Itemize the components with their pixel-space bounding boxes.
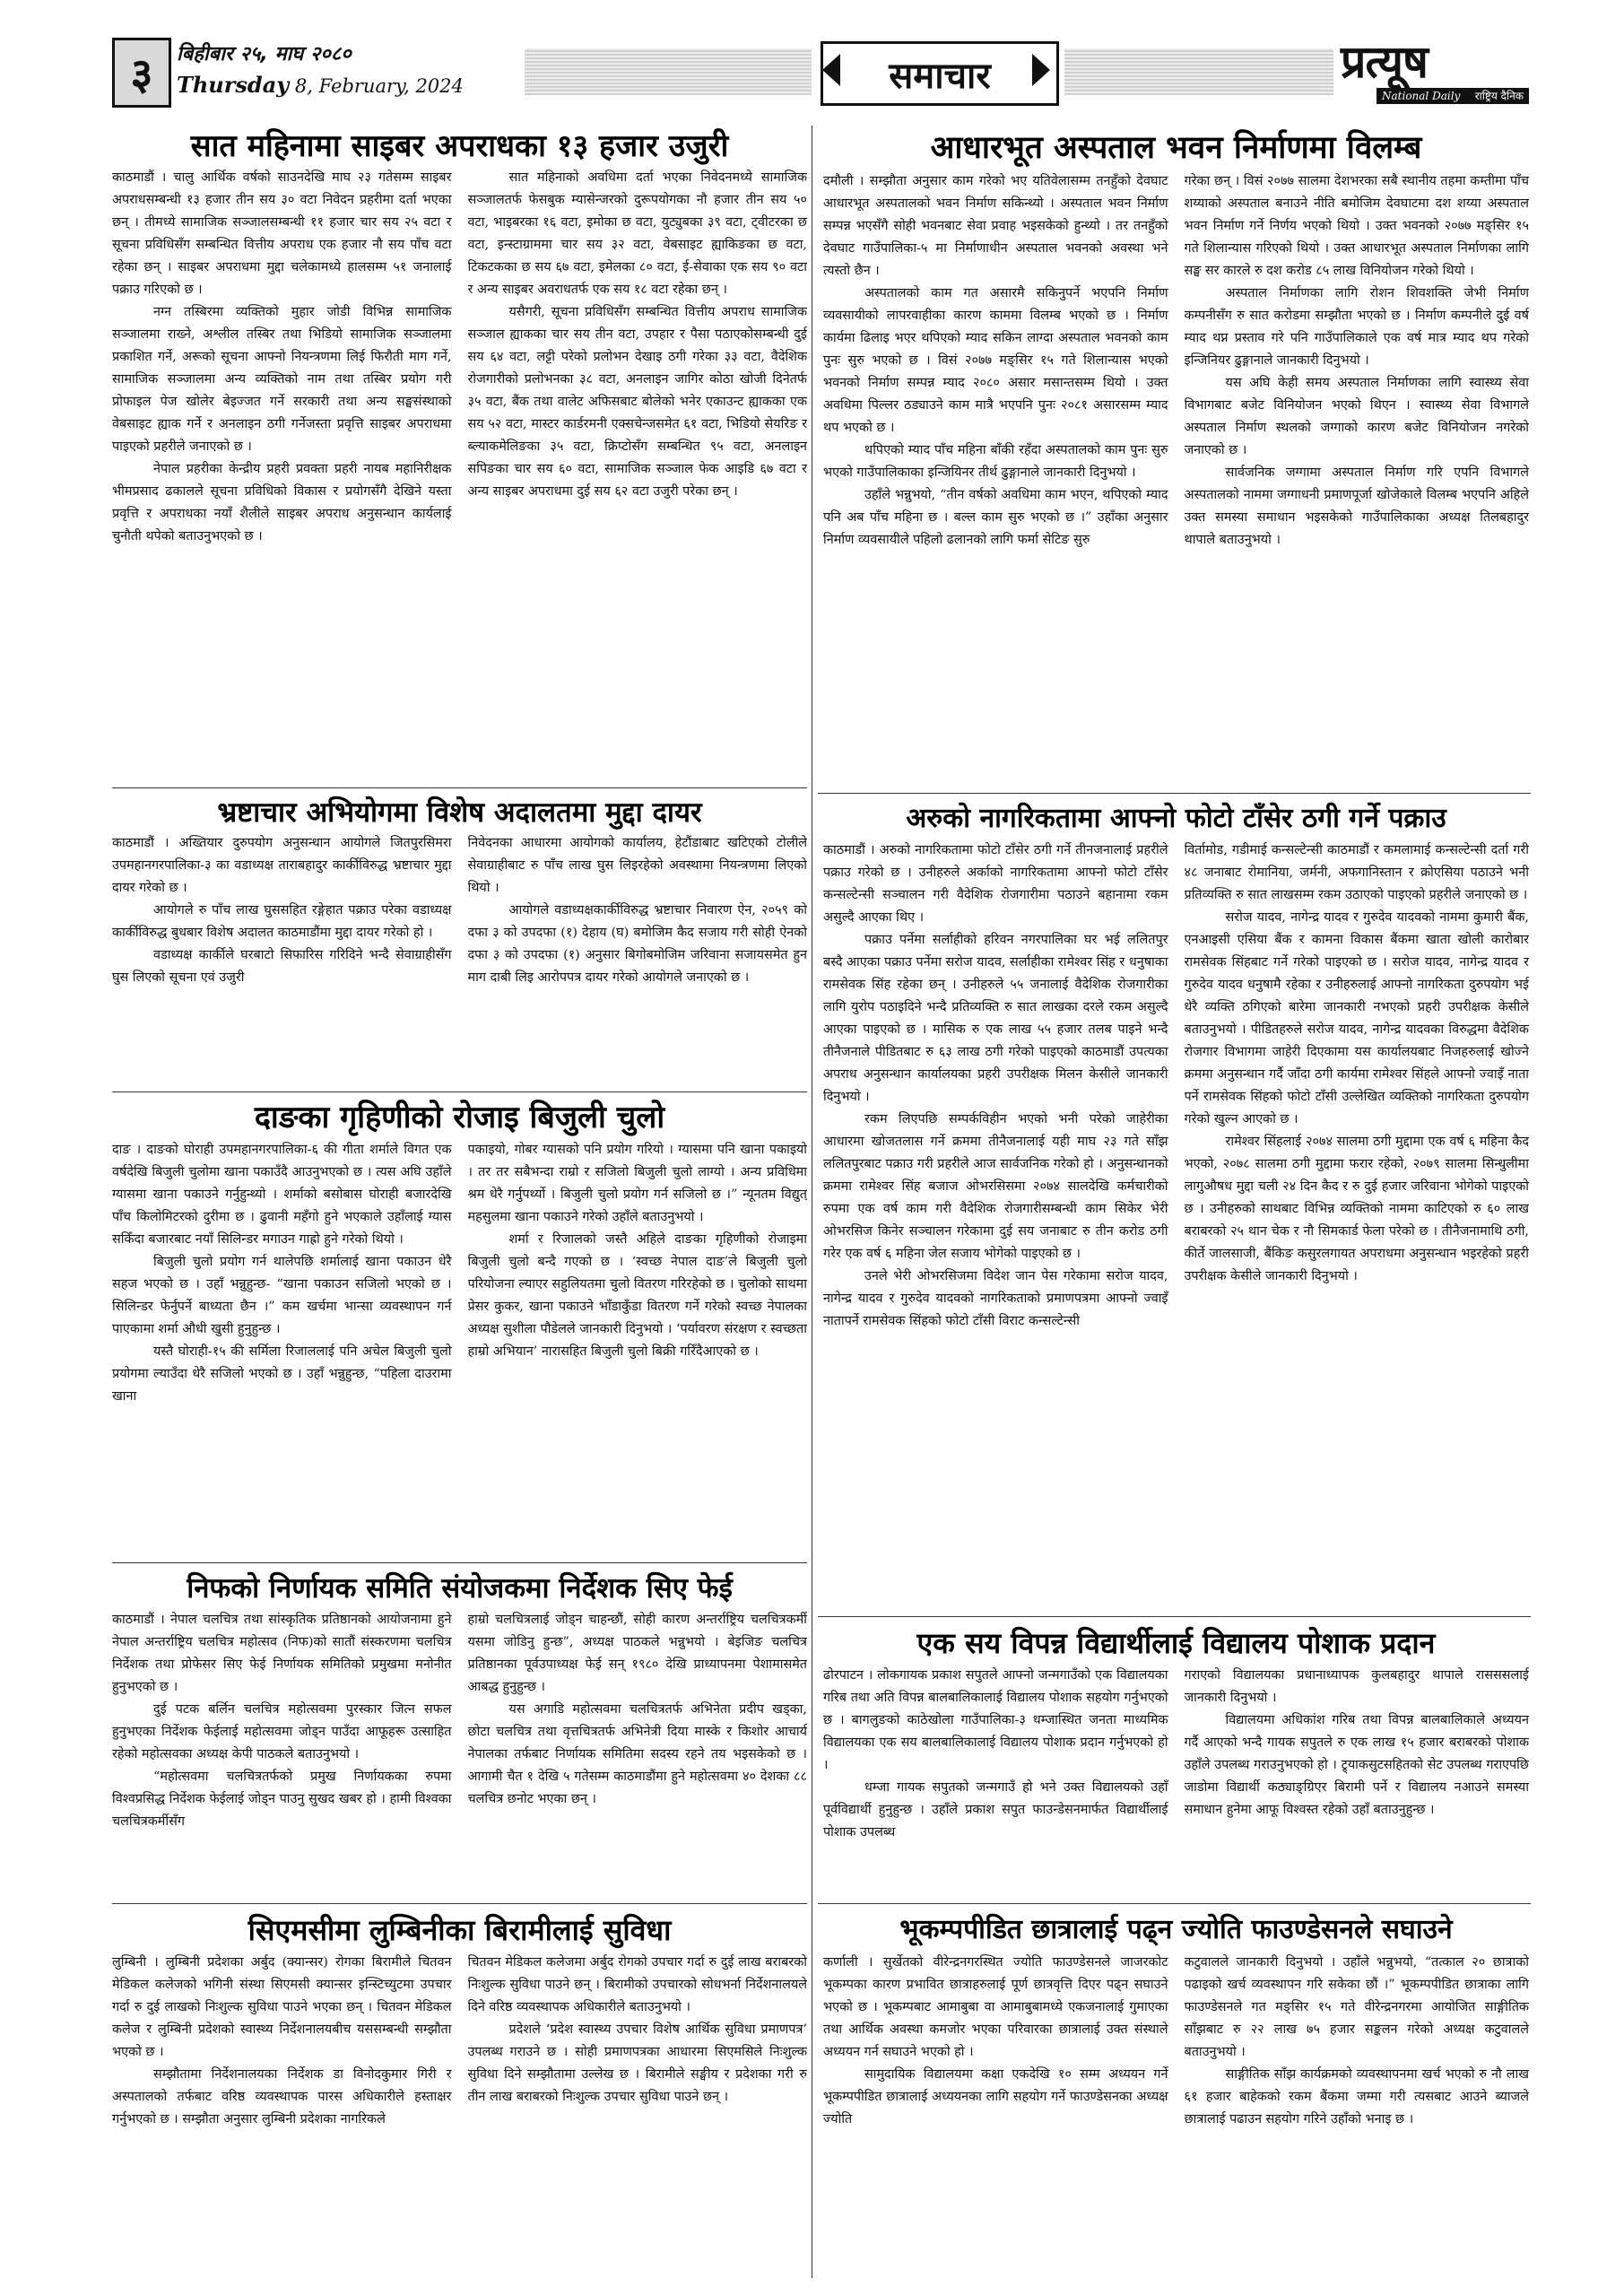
paragraph: यसैगरी, सूचना प्रविधिसँग सम्बन्धित वित्तीय अपराध सामाजिक सञ्जाल ह्याकका चार सय तीन वटा, उपहार र पैसा पठाएकोसम्बन्धी दुई सय ६४ वटा, लट्टी परेको प्रलोभन देखाइ ठगी गरेका ३३ वटा, वैदेशिक रोजगारीको प्रलोभनका ३८ वटा, अनलाइन जागिर कोठा खोजी दिनेतर्फ ३५ वटा, बैंक तथा वालेट अफिसबाट बोलेको भनेर एकाउन्ट ह्याकका एक सय ५२ वटा, मास्टर कार्डरमनी एक्सचेन्जसमेत ६१ वटा, भिडियो सेयरिङ र ब्ल्याकमेलिङका ३५ वटा, क्रिप्टोसँग सम्बन्धित ९५ वटा, अनलाइन सपिङका चार सय ६० वटा, सामाजिक सञ्जाल फेक आइडि ६७ वटा र अन्य साइबर अपराधमा दुई सय ६२ वटा उजुरी परेका छन् । <box>467 305 807 499</box>
article-column <box>112 832 452 1079</box>
headline: आधारभूत अस्पताल भवन निर्माणमा विलम्ब <box>930 130 1422 166</box>
paragraph: वडाध्यक्ष कार्कीले घरबाटो सिफारिस गरिदिने भन्दै सेवाग्राहीसँग घुस लिएको सूचना एवं उजुरी <box>112 948 452 985</box>
masthead-stripe-right <box>1064 48 1333 95</box>
article-column <box>823 170 1168 789</box>
paragraph: लुम्बिनी । लुम्बिनी प्रदेशका अर्बुद (क्यान्सर) रोगका बिरामीले चितवन मेडिकल कलेजको भगिनी संस्था सिएमसी क्यान्सर इन्स्टिच्युटमा उपचार गर्दा रु दुई लाखको निःशुल्क सुविधा पाउने भएका छन् । चितवन मेडिकल कलेज र लुम्बिनी प्रदेशको स्वास्थ्य निर्देशनालयबीच यससम्बन्धी सम्झौता भएको छ । <box>112 1955 452 2059</box>
arrow-left-icon <box>822 54 840 86</box>
article-column <box>1185 839 1530 1611</box>
paragraph: सात महिनाको अवधिमा दर्ता भएका निवेदनमध्ये सामाजिक सञ्जालतर्फ फेसबुक म्यासेन्जरको दुरूपयोगका नौ हजार तीन सय ५० वटा, भाइबरका १६ वटा, इमोका छ वटा, युट्युबका ३९ वटा, ट्वीटरका छ वटा, इन्स्टाग्राममा चार सय ३२ वटा, वेबसाइट ह्याकिङका छ वटा, टिकटकका छ सय ६७ वटा, इमेलका ८० वटा, ई-सेवाका एक सय ९० वटा र अन्य साइबर अवराधतर्फ एक सय १८ वटा रहेका छन् । <box>467 170 807 297</box>
page-number: ३ <box>112 38 171 108</box>
paragraph: विर्तामोड, गडीमाई कन्सल्टेन्सी काठमाडौं र कमलामाई कन्सल्टेन्सी दर्ता गरी ४८ जनाबाट रोमानिया, जर्मनी, अफगानिस्तान र क्रोएसिया पठाउने भनी प्रतिव्यक्ति रु सात लाखसम्म रकम उठाएको पाइएको प्रहरीले जनाएको छ । <box>1184 843 1529 902</box>
paragraph: नग्न तस्बिरमा व्यक्तिको मुहार जोडी विभिन्न सामाजिक सञ्जालमा राख्ने, अश्लील तस्बिर तथा भिडियो सामाजिक सञ्जालमा प्रकाशित गर्ने, अरूको सूचना आफ्नो नियन्त्रणमा लिई फिरौती माग गर्ने, सामाजिक सञ्जालमा अन्य व्यक्तिको नाम तथा तस्बिर प्रयोग गरी प्रोफाइल पेज खोलेर बेइज्जत गर्ने सरकारी तथा अन्य सङ्घसंस्थाको वेबसाइट ह्याक गर्ने र अनलाइन ठगी गर्नेजस्ता प्रवृत्ति साइबर अपराधमा पाइएको प्रहरीले जनाएको छ । <box>112 305 452 454</box>
paragraph: पक्राउ पर्नेमा सर्लाहीको हरिवन नगरपालिका घर भई ललितपुर बस्दै आएका पक्राउ पर्नेमा सरोज यादव, सर्लाहीका रामेश्वर सिंह र धनुषाका रामसेवक सिंह रहेका छन् । उनीहरुले ५५ जनालाई वैदेशिक रोजगारीका लागि युरोप पठाइदिने भन्दै प्रतिव्यक्ति रु सात लाखका दरले रकम असुल्दै आएका पाइएको छ । मासिक रु एक लाख ५५ हजार तलब पाइने भन्दै तीनैजनाले पीडितबाट रु ६३ लाख ठगी गरेको पाइएको काठमाडौं उपत्यका अपराध अनुसन्धान कार्यालयका प्रहरी उपरीक्षक मिलन केसीले जानकारी दिनुभयो । <box>823 933 1168 1104</box>
paragraph: नेपाल प्रहरीका केन्द्रीय प्रहरी प्रवक्ता प्रहरी नायब महानिरीक्षक भीमप्रसाद ढकालले सूचना प्रविधिको विकास र प्रयोगसँगै देखिने यस्ता प्रवृत्ति र अपराधका नयाँ शैलीले साइबर अपराध अनुसन्धान कार्यलाई चुनौती थपेको बताउनुभएको छ । <box>112 462 452 544</box>
article-cancer-treatment <box>112 1909 807 2283</box>
paragraph: काठमाडौं । अख्तियार दुरुपयोग अनुसन्धान आयोगले जितपुरसिमरा उपमहानगरपालिका-३ का वडाध्यक्ष ताराबहादुर कार्कीविरुद्ध भ्रष्टाचार मुद्दा दायर गरेको छ । <box>112 836 452 895</box>
paragraph: सार्वजनिक जग्गामा अस्पताल निर्माण गरि एपनि विभागले अस्पतालको नाममा जग्गाधनी प्रमाणपूर्जा खोजेकाले विलम्ब भएपनि अहिले उक्त समस्या समाधान भइसकेको गाउँपालिकाका अध्यक्ष तिलबहादुर थापाले बताउनुभयो । <box>1184 465 1529 547</box>
paragraph: पकाइयो, गोबर ग्यासको पनि प्रयोग गरियो । ग्यासमा पनि खाना पकाइयो । तर तर सबैभन्दा राम्रो र सजिलो बिजुली चुलो लाग्यो । अन्य प्रविधिमा श्रम धेरै गर्नुपर्थ्यो । बिजुली चुलो प्रयोग गर्न सजिलो छ ।” न्यूनतम विद्युत् महसुलमा खाना पकाउने गरेको उहाँले बताउनुभयो । <box>467 1143 807 1224</box>
paragraph: आयोगले रु पाँच लाख घुससहित रङ्गेहात पक्राउ परेका वडाध्यक्ष कार्कीविरुद्ध बुधबार विशेष अदालत काठमाडौंमा मुद्दा दायर गरेको हो । <box>112 903 452 940</box>
paragraph: यस अघि केही समय अस्पताल निर्माणका लागि स्वास्थ्य सेवा विभागबाट बजेट विनियोजन भएको थिएन । स्वास्थ्य सेवा विभागले अस्पताल निर्माण स्थलको जग्गाको कारण बजेट विनियोजन नगरेको जनाएको छ । <box>1184 376 1529 457</box>
paragraph: सामुदायिक विद्यालयमा कक्षा एकदेखि १० सम्म अध्ययन गर्ने भूकम्पपीडित छात्रालाई अध्ययनका लागि सहयोग गर्ने फाउण्डेसनका अध्यक्ष ज्योति <box>823 2067 1168 2126</box>
paragraph: यस अगाडि महोत्सवमा चलचित्रतर्फ अभिनेता प्रदीप खड्का, छोटा चलचित्र तथा वृत्तचित्रतर्फ अभिनेत्री दिया मास्के र किशोर आचार्य नेपालका तर्फबाट निर्णायक समितिमा सदस्य रहने तय भइसकेको छ । आगामी चैत १ देखि ५ गतेसम्म काठमाडौंमा हुने महोत्सवमा ४० देशका ८८ चलचित्र छनोट भएका छन् । <box>467 1702 807 1806</box>
section-divider <box>112 1091 807 1092</box>
date-english: 8, February, 2024 <box>294 75 464 97</box>
headline: निफको निर्णायक समिति संयोजकमा निर्देशक सिए फेई <box>187 1572 733 1605</box>
paragraph: धम्जा गायक सपुतको जन्मगाउँ हो भने उक्त विद्यालयको उहाँ पूर्वविद्यार्थी हुनुहुन्छ । उहाँले प्रकाश सपुत फाउन्डेसनमार्फत विद्यार्थीलाई पोशाक उपलब्ध <box>823 1780 1168 1839</box>
paragraph: उनले भेरी ओभरसिजमा विदेश जान पेस गरेकामा सरोज यादव, नागेन्द्र यादव र गुरुदेव यादवको नागरिकताको प्रमाणपत्रमा आफ्नो ज्वाइँ नातापर्ने रामसेवक सिंहको फोटो टाँसी विराट कन्सल्टेन्सी <box>823 1269 1168 1328</box>
paragraph: सम्झौतामा निर्देशनालयका निर्देशक डा विनोदकुमार गिरी र अस्पतालको तर्फबाट वरिष्ठ व्यवस्थापक पारस अधिकारीले हस्ताक्षर गर्नुभएको छ । सम्झौता अनुसार लुम्बिनी प्रदेशका नागरिकले <box>112 2067 452 2126</box>
paragraph: साङ्गीतिक साँझ कार्यक्रमको व्यवस्थापनमा खर्च भएको रु नौ लाख ६१ हजार बाहेकको रकम बैंकमा जम्मा गरी त्यसबाट आउने ब्याजले छात्रालाई पढाउन सहयोग गरिने उहाँको भनाइ छ । <box>1184 2067 1529 2126</box>
headline: दाङका गृहिणीको रोजाइ बिजुली चुलो <box>254 1100 665 1135</box>
paragraph: प्रदेशले ‘प्रदेश स्वास्थ्य उपचार विशेष आर्थिक सुविधा प्रमाणपत्र’ उपलब्ध गराउने छ । सोही प्रमाणपत्रका आधारमा सिएमसिले निःशुल्क सुविधा दिने सम्झौतामा उल्लेख छ । बिरामीले सङ्घीय र प्रदेशका गरी रु तीन लाख बराबरको निःशुल्क उपचार सुविधा पाउने छन् । <box>467 2022 807 2104</box>
section-divider <box>112 1903 807 1904</box>
paragraph: रकम लिएपछि सम्पर्कविहीन भएको भनी परेको जाहेरीका आधारमा खोजतलास गर्ने क्रममा तीनैजनालाई यही माघ २३ गते साँझ ललितपुरबाट पक्राउ गरी प्रहरीले आज सार्वजनिक गरेको हो । अनुसन्धानको क्रममा रामेश्वर सिंह बजाज ओभरसिसमा २०७४ सालदेखि कर्मचारीको रुपमा एक वर्ष काम गरी वैदेशिक रोजगारीसम्बन्धी काम सिकेर भेरी ओभरसिज किनेर सञ्चालन गरेकामा दुई सय जनाबाट रु तीन करोड ठगी गरेर एक वर्ष ६ महिना जेल सजाय भोगेको पाइएको छ । <box>823 1112 1168 1261</box>
paragraph: सरोज यादव, नागेन्द्र यादव र गुरुदेव यादवको नाममा कुमारी बैंक, एनआइसी एसिया बैंक र कामना विकास बैंकमा खाता खोली कारोबार रामसेवक सिंहबाट गर्ने गरेको पाइएको छ । सरोज यादव, नागेन्द्र यादव र गुरुदेव यादव धनुषामै रहेका र उनीहरुलाई आफ्नो नागरिकता दुरुपयोग भई धेरै व्यक्ति ठगिएको बारेमा जानकारी नभएको प्रहरी उपरीक्षक केसीले बताउनुभयो । पीडितहरुले सरोज यादव, नागेन्द्र यादवका विरुद्धमा वैदेशिक रोजगार विभागमा जाहेरी दिएकामा यस कार्यालयबाट निजहरुलाई खोज्ने क्रममा अनुसन्धान गर्दै जाँदा ठगी कार्यमा रामेश्वर सिंहले आफ्नो ज्वाइँ नाता पर्ने रामसेवक सिंहको फोटो टाँसी उल्लेखित व्यक्तिको नागरिकता दुरुपयोग गरेको खुल्न आएको छ । <box>1184 910 1529 1126</box>
paragraph: ढोरपाटन । लोकगायक प्रकाश सपुतले आफ्नो जन्मगाउँको एक विद्यालयका गरिब तथा अति विपन्न बालबालिकालाई विद्यालय पोशाक सहयोग गर्नुभएको छ । बागलुङको काठेखोला गाउँपालिका-३ धम्जास्थित जनता माध्यमिक विद्यालयका एक सय बालबालिकालाई विद्यालय पोशाक प्रदान गर्नुभएको हो । <box>823 1668 1168 1772</box>
paragraph: अस्पताल निर्माणका लागि रोशन शिवशक्ति जेभी निर्माण कम्पनीसँग रु सात करोडमा सम्झौता भएको छ । निर्माण कम्पनीले दुई वर्ष म्याद थप्न प्रस्ताव गरे पनि गाउँपालिकाले एक वर्ष मात्र म्याद थप गरेको इन्जिनियर ढुङ्गानाले जानकारी दिनुभयो । <box>1184 286 1529 368</box>
section-title: समाचार <box>821 41 1059 106</box>
article-column <box>112 1952 452 2283</box>
article-film-festival <box>112 1568 807 1894</box>
paper-tag-np: राष्ट्रिय दैनिक <box>1474 90 1524 102</box>
paragraph: दाङ । दाङको घोराही उपमहानगरपालिका-६ की गीता शर्माले विगत एक वर्षदेखि बिजुली चुलोमा खाना पकाउँदै आउनुभएको छ । त्यस अघि उहाँले ग्यासमा खाना पकाउने गर्नुहुन्थ्यो । शर्माको बसोबास घोराही बजारदेखि पाँच किलोमिटरको दुरीमा छ । ढुवानी महँगो हुने भएकाले उहाँलाई ग्यास सकिँदा बजारबाट नयाँ सिलिन्डर मगाउन गाह्रो हुने गरेको थियो । <box>112 1143 452 1247</box>
paragraph: काठमाडौं । चालु आर्थिक वर्षको साउनदेखि माघ २३ गतेसम्म साइबर अपराधसम्बन्धी १३ हजार तीन सय ३० वटा निवेदन प्रहरीमा दर्ता भएका छन् । तीमध्ये सामाजिक सञ्जालसम्बन्धी ११ हजार चार सय २५ वटा र सूचना प्रविधिसँग सम्बन्धित वित्तीय अपराध एक हजार नौ सय पाँच वटा रहेका छन् । साइबर अपराधमा मुद्दा चलेकामध्ये हालसम्म ५१ जनालाई पक्राउ गरिएको छ । <box>112 170 452 297</box>
article-column <box>468 832 808 1079</box>
date-nepali: बिहीबार २५, माघ २०८० <box>177 43 352 65</box>
paragraph: उहाँले भन्नुभयो, “तीन वर्षको अवधिमा काम भएन, थपिएको म्याद पनि अब पाँच महिना छ । बल्ल काम सुरु भएको छ ।” उहाँका अनुसार निर्माण व्यवसायीले पहिलो ढलानको लागि फर्मा सेटिङ सुरु <box>823 488 1168 547</box>
paragraph: यस्तै घोराही-१५ की सर्मिला रिजाललाई पनि अचेल बिजुली चुलो प्रयोगमा ल्याउँदा धेरै सजिलो भएको छ । उहाँ भन्नुहुन्छ, “पहिला दाउरामा खाना <box>112 1344 452 1404</box>
headline: भूकम्पपीडित छात्रालाई पढ्न ज्योति फाउण्डेसनले सघाउने <box>899 1914 1453 1945</box>
paragraph: थपिएको म्याद पाँच महिना बाँकी रहँदा अस्पतालको काम पुनः सुरु भएको गाउँपालिकाका इन्जियिनर तीर्थ ढुङ्गानाले जानकारी दिनुभयो । <box>823 443 1168 480</box>
article-column <box>1185 1952 1530 2283</box>
article-column <box>468 1139 808 1553</box>
paragraph: कटुवालले जानकारी दिनुभयो । उहाँले भन्नुभयो, “तत्काल २० छात्राको पढाइको खर्च व्यवस्थापन गरि सकेका छौं ।” भूकम्पपीडित छात्राका लागि फाउण्डेसनले गत मङ्सिर १५ गते वीरेन्द्रनगरमा आयोजित साङ्गीतिक साँझबाट रु २२ लाख ७५ हजार सङ्कलन गरेको अध्यक्ष कटुवालले बताउनुभयो । <box>1184 1955 1529 2059</box>
paragraph: विद्यालयमा अधिकांश गरिब तथा विपन्न बालबालिकाले अध्ययन गर्दै आएको भन्दै गायक सपुतले रु एक लाख १५ हजार बराबरको पोशाक उहाँले उपलब्ध गराउनुभएको हो । ट्र्याकसुटसहितको सेट उपलब्ध गराएपछि जाडोमा विद्यार्थी कठ्याङ्ग्रिएर बिरामी पर्ने र विद्यालय नआउने समस्या समाधान हुनेमा आफू विश्वस्त रहेको उहाँ बताउनुहुन्छ । <box>1184 1713 1529 1817</box>
article-column <box>112 1609 452 1894</box>
section-divider <box>112 1562 807 1563</box>
masthead <box>112 36 1529 108</box>
article-citizenship-fraud <box>823 798 1529 1611</box>
date-english-line <box>177 70 517 101</box>
headline: अरुको नागरिकतामा आफ्नो फोटो टाँसेर ठगी गर्ने पक्राउ <box>906 803 1446 834</box>
article-column <box>112 167 452 786</box>
section-divider <box>112 787 807 788</box>
article-column <box>468 1952 808 2283</box>
paragraph: काठमाडौं । नेपाल चलचित्र तथा सांस्कृतिक प्रतिष्ठानको आयोजनामा हुने नेपाल अन्तर्राष्ट्रिय चलचित्र महोत्सव (निफ)को सातौं संस्करणमा चलचित्र निर्देशक तथा प्रोफेसर सिए फेई निर्णायक समितिको प्रमुखमा मनोनीत हुनुभएको छ । <box>112 1613 452 1694</box>
paper-name: प्रत्यूष <box>1341 36 1428 88</box>
article-school-uniform <box>823 1622 1529 1896</box>
arrow-right-icon <box>1032 54 1050 86</box>
paragraph: चितवन मेडिकल कलेजमा अर्बुद रोगको उपचार गर्दा रु दुई लाख बराबरको निःशुल्क सुविधा पाउने छन् । बिरामीको उपचारको सोधभर्ना निर्देशनालयले दिने वरिष्ठ व्यवस्थापक अधिकारीले बताउनुभयो । <box>467 1955 807 2014</box>
headline: सिएमसीमा लुम्बिनीका बिरामीलाई सुविधा <box>248 1913 672 1947</box>
article-cyber-crime <box>112 126 807 786</box>
article-column <box>112 1139 452 1553</box>
article-column <box>1185 1665 1530 1896</box>
paragraph: गरेका छन् । विसं २०७७ सालमा देशभरका सबै स्थानीय तहमा कम्तीमा पाँच शय्याको अस्पताल बनाउने नीति बमोजिम देवघाटमा दश शय्या अस्पताल भवन निर्माण गर्ने निर्णय भएको थियो । उक्त भवनको २०७७ मङ्सिर १५ गते शिलान्यास गरिएको थियो । उक्त आधारभूत अस्पताल निर्माणका लागि सङ्घ सर कारले रु दश करोड ८५ लाख विनियोजन गरेको थियो । <box>1184 174 1529 278</box>
paragraph: आयोगले वडाध्यक्षकार्कीविरुद्ध भ्रष्टाचार निवारण ऐन, २०५९ को दफा ३ को उपदफा (१) देहाय (घ) बमोजिम कैद सजाय गरी सोही ऐनको दफा ३ को उपदफा (१) अनुसार बिगोबमोजिम जरिवाना सजायसमेत हुन माग दाबी लिइ आरोपपत्र दायर गरेको आयोगले जनाएको छ । <box>467 903 807 985</box>
paragraph: दुई पटक बर्लिन चलचित्र महोत्सवमा पुरस्कार जित्न सफल हुनुभएका निर्देशक फेईलाई महोत्सवमा जोड्न पाउँदा आफूहरू उत्साहित रहेको महोत्सवका अध्यक्ष केपी पाठकले बताउनुभयो । <box>112 1702 452 1761</box>
paragraph: निवेदनका आधारमा आयोगको कार्यालय, हेटौंडाबाट खटिएको टोलीले सेवाग्राहीबाट रु पाँच लाख घुस लिइरहेको अवस्थामा नियन्त्रणमा लिएको थियो । <box>467 836 807 895</box>
paper-logo <box>1341 36 1529 108</box>
article-column <box>823 1952 1168 2283</box>
day-english: Thursday <box>177 72 290 98</box>
paragraph: “महोत्सवमा चलचित्रतर्फको प्रमुख निर्णायकका रुपमा विश्वप्रसिद्ध निर्देशक फेईलाई जोड्न पाउनु सुखद खबर हो । हामी विश्वका चलचित्रकर्मीसँग <box>112 1770 452 1829</box>
article-column <box>1185 170 1530 789</box>
section-divider <box>818 1616 1531 1617</box>
article-hospital <box>823 126 1529 789</box>
article-column <box>823 1665 1168 1896</box>
article-column <box>823 839 1168 1611</box>
article-column <box>468 167 808 786</box>
paragraph: बिजुली चुलो प्रयोग गर्न थालेपछि शर्मालाई खाना पकाउन धेरै सहज भएको छ । उहाँ भन्नुहुन्छ- “खाना पकाउन सजिलो भएको छ । सिलिन्डर फेर्नुपर्ने बाध्यता छैन ।” कम खर्चमा भान्सा व्यवस्थापन गर्न पाएकामा शर्मा औधी खुसी हुनुहुन्छ । <box>112 1255 452 1336</box>
headline: एक सय विपन्न विद्यार्थीलाई विद्यालय पोशाक प्रदान <box>916 1626 1436 1660</box>
paragraph: अस्पतालको काम गत असारमै सकिनुपर्ने भएपनि निर्माण व्यवसायीको लापरवाहीका कारण काममा विलम्ब भएको छ । निर्माण कार्यमा ढिलाइ भएर थपिएको म्याद सकिन लाग्दा अस्पताल भवनको काम पुनः सुरु भएको छ । विसं २०७७ मङ्सिर १५ गते शिलान्यास भएको भवनको निर्माण सम्पन्न म्याद २०८० असार मसान्तसम्म थियो । उक्त अवधिमा पिल्लर ठड्याउने काम मात्रै भएपनि पुनः २०८१ असारसम्म म्याद थप भएको छ । <box>823 286 1168 435</box>
paragraph: गराएको विद्यालयका प्रधानाध्यापक कुलबहादुर थापाले रासससलाई जानकारी दिनुभयो । <box>1184 1668 1529 1705</box>
section-divider <box>818 1903 1531 1904</box>
paragraph: कर्णाली । सुर्खेतको वीरेन्द्रनगरस्थित ज्योति फाउण्डेसनले जाजरकोट भूकम्पका कारण प्रभावित छात्राहरुलाई पूर्ण छात्रवृत्ति दिएर पढ्न सघाउने भएको छ । भूकम्पबाट आमाबुबा वा आमाबुबामध्ये एकजनालाई गुमाएका तथा आर्थिक अवस्था कमजोर भएका परिवारका छात्रालाई उक्त संस्थाले अध्ययन गर्न सघाउने भएको हो । <box>823 1955 1168 2059</box>
article-corruption-case <box>112 793 807 1079</box>
dateline <box>177 39 517 104</box>
paragraph: काठमाडौं । अरुको नागरिकतामा फोटो टाँसेर ठगी गर्ने तीनजनालाई प्रहरीले पक्राउ गरेको छ । उनीहरुले अर्काको नागरिकतामा आफ्नो फोटो टाँसेर कन्सल्टेन्सी सञ्चालन गरी वैदेशिक रोजगारीमा पठाउने बहानामा रकम असुल्दै आएका थिए । <box>823 843 1168 925</box>
paragraph: रामेश्वर सिंहलाई २०७४ सालमा ठगी मुद्दामा एक वर्ष ६ महिना कैद भएको, २०७८ सालमा ठगी मुद्दामा फरार रहेको, २०७९ सालमा सिन्धुलीमा लागुऔषध मुद्दा चली २४ दिन कैद र रु दुई हजार जरिवाना भोगेको पाइएको छ । उनीहरुको साथबाट विभिन्न व्यक्तिको नाममा काटिएको रु ६० लाख बराबरको २५ थान चेक र नौ सिमकार्ड फेला परेको छ । तीनैजनामाथि ठगी, कीर्ते जालसाजी, बैंकिङ कसुरलगायत अपराधमा अनुसन्धान भइरहेको प्रहरी उपरीक्षक केसीले जानकारी दिनुभयो । <box>1184 1135 1529 1283</box>
paragraph: हाम्रो चलचित्रलाई जोड्न चाहन्छौं, सोही कारण अन्तर्राष्ट्रिय चलचित्रकर्मी यसमा जोडिनु हुन्छ”, अध्यक्ष पाठकले भन्नुभयो । बेइजिङ चलचित्र प्रतिष्ठानका पूर्वउपाध्यक्ष फेई सन् १९८० देखि प्राध्यापनमा पेशामासमेत आबद्ध हुनुहुन्छ । <box>467 1613 807 1694</box>
article-electric-stove <box>112 1096 807 1553</box>
masthead-stripe-left <box>525 48 812 95</box>
headline: भ्रष्टाचार अभियोगमा विशेष अदालतमा मुद्दा दायर <box>217 796 702 829</box>
paper-tagline <box>1376 88 1529 104</box>
section-divider <box>818 793 1531 794</box>
article-earthquake-scholarship <box>823 1909 1529 2283</box>
paper-tag-en: National Daily <box>1382 90 1461 102</box>
article-column <box>468 1609 808 1894</box>
paragraph: शर्मा र रिजालको जस्तै अहिले दाङका गृहिणीको रोजाइमा बिजुली चुलो बन्दै गएको छ । ‘स्वच्छ नेपाल दाङ’ले बिजुली चुलो परियोजना ल्याएर सहुलियतमा चुलो वितरण गरिरहेको छ । चुलोको साथमा प्रेसर कुकर, खाना पकाउने भाँडाकुँडा वितरण गर्ने गरेको स्वच्छ नेपालका अध्यक्ष सुशीला पौडेलले जानकारी दिनुभयो । ‘पर्यावरण संरक्षण र स्वच्छता हाम्रो अभियान’ नारासहित बिजुली चुलो बिक्री गरिँदैआएको छ । <box>467 1232 807 1359</box>
headline: सात महिनामा साइबर अपराधका १३ हजार उजुरी <box>190 128 729 164</box>
paragraph: दमौली । सम्झौता अनुसार काम गरेको भए यतिवेलासम्म तनहुँको देवघाट आधारभूत अस्पतालको भवन निर्माण सकिन्थ्यो । अस्पताल भवन निर्माण सम्पन्न भएसँगै सोही भवनबाट सेवा प्रवाह भइसकेको हुन्थ्यो । तर तनहुँको देवघाट गाउँपालिका-५ मा निर्माणाधीन अस्पताल भवनको अवस्था भने त्यस्तो छैन । <box>823 174 1168 278</box>
